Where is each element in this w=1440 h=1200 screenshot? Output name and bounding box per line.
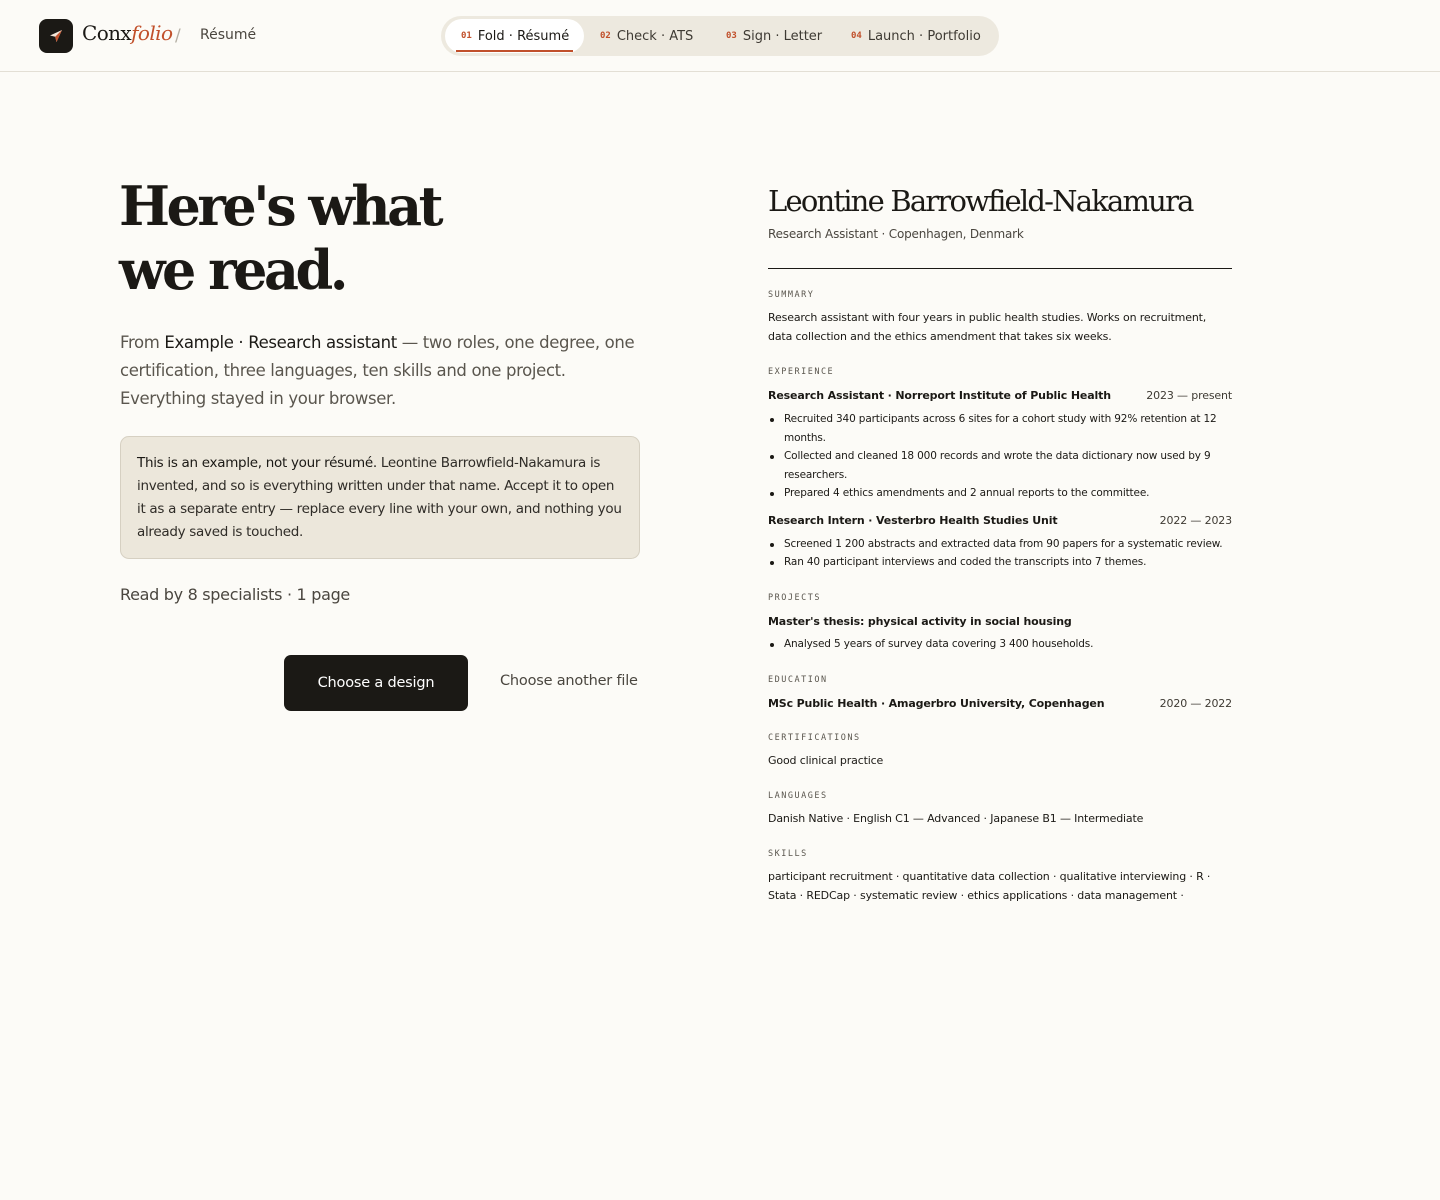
breadcrumb-separator: / xyxy=(175,26,181,46)
list-item: Recruited 340 participants across 6 sites for a cohort study with 92% retention at 12 months. xyxy=(768,410,1232,447)
section-label: SUMMARY xyxy=(768,290,815,300)
experience-section xyxy=(768,367,1232,572)
intro-source-name: Example · Research assistant xyxy=(164,333,397,352)
certifications-section xyxy=(768,733,1232,770)
step-label: Sign · Letter xyxy=(742,28,823,44)
list-item: Prepared 4 ethics amendments and 2 annual reports to the committee. xyxy=(768,484,1232,503)
step-number: 01 xyxy=(461,31,472,41)
logo-wordmark-main: Conx xyxy=(82,21,132,45)
languages-text: Danish Native · English C1 — Advanced · Japanese B1 — Intermediate xyxy=(768,812,1144,825)
projects-section xyxy=(768,593,1232,654)
skills-section xyxy=(768,849,1232,905)
breadcrumb-current: Résumé xyxy=(200,27,257,43)
section-label: SKILLS xyxy=(768,849,808,859)
step-tab-sign-letter[interactable] xyxy=(713,19,831,53)
logo-paper-plane-icon[interactable] xyxy=(39,19,73,53)
step-switcher xyxy=(441,16,999,56)
resume-name: Leontine Barrowfield-Nakamura xyxy=(768,184,1193,218)
project-title: Master's thesis: physical activity in social housing xyxy=(768,615,1072,628)
resume-subtitle: Research Assistant · Copenhagen, Denmark xyxy=(768,227,1024,241)
choose-another-file-link[interactable]: Choose another file xyxy=(500,673,638,689)
experience-role xyxy=(768,511,1232,530)
list-item: Collected and cleaned 18 000 records and wrote the data dictionary now used by 9 researchers. xyxy=(768,447,1232,484)
role-bullets xyxy=(768,410,1232,503)
notice-body: Leontine Barrowfield-Nakamura is invented, and so is everything written under that name. Accept it to open it as a separate entry — replace every line with your own, and nothing you already saved is touched. xyxy=(137,455,622,540)
role-bullets xyxy=(768,535,1232,572)
active-step-underline xyxy=(456,50,573,52)
section-label: LANGUAGES xyxy=(768,791,828,801)
list-item: Screened 1 200 abstracts and extracted data from 90 papers for a systematic review. xyxy=(768,535,1232,554)
summary-section xyxy=(768,290,1232,346)
education-entry xyxy=(768,694,1232,713)
step-label: Check · ATS xyxy=(616,28,694,44)
step-number: 04 xyxy=(851,31,862,41)
page-title-line-2: we read. xyxy=(119,238,345,302)
summary-text: Research assistant with four years in public health studies. Works on recruitment, data collection and the ethics amendment that takes six weeks. xyxy=(768,311,1207,343)
notice-lead: This is an example, not your résumé. xyxy=(137,455,377,471)
step-number: 03 xyxy=(726,31,737,41)
education-section xyxy=(768,675,1232,713)
section-label: EDUCATION xyxy=(768,675,828,685)
languages-section xyxy=(768,791,1232,828)
step-tab-check-ats[interactable] xyxy=(587,19,707,53)
section-label: PROJECTS xyxy=(768,593,821,603)
list-item: Ran 40 participant interviews and coded the transcripts into 7 themes. xyxy=(768,553,1232,572)
logo-wordmark[interactable] xyxy=(82,21,172,45)
page-title xyxy=(119,174,539,302)
step-label: Fold · Résumé xyxy=(477,28,570,44)
read-meta: Read by 8 specialists · 1 page xyxy=(120,585,350,604)
step-number: 02 xyxy=(600,31,611,41)
education-title: MSc Public Health · Amagerbro University, Copenhagen xyxy=(768,697,1105,710)
list-item: Analysed 5 years of survey data covering 3 400 households. xyxy=(768,635,1232,654)
section-label: EXPERIENCE xyxy=(768,367,835,377)
role-title: Research Assistant · Norreport Institute of Public Health xyxy=(768,389,1111,402)
intro-suffix: — two roles, one degree, one certification, three languages, ten skills and one project. Everything stayed in your browser. xyxy=(120,333,635,408)
example-notice xyxy=(120,436,640,559)
step-tab-fold-resume[interactable] xyxy=(445,19,584,53)
project-bullets xyxy=(768,635,1232,654)
resume-preview xyxy=(768,180,1232,902)
intro-paragraph xyxy=(120,329,640,413)
logo-wordmark-accent: folio xyxy=(131,21,173,45)
skills-text: participant recruitment · quantitative data collection · qualitative interviewing · R · Stata · REDCap · systematic review · ethics applications · data management · xyxy=(768,870,1211,902)
experience-role xyxy=(768,386,1232,405)
certification-text: Good clinical practice xyxy=(768,754,884,767)
intro-prefix: From xyxy=(120,333,165,352)
role-dates: 2023 — present xyxy=(1146,389,1232,402)
step-label: Launch · Portfolio xyxy=(867,28,981,44)
education-dates: 2020 — 2022 xyxy=(1159,697,1232,710)
top-bar xyxy=(0,0,1440,72)
role-title: Research Intern · Vesterbro Health Studies Unit xyxy=(768,513,1058,527)
page-title-line-1: Here's what xyxy=(119,174,441,238)
resume-divider xyxy=(768,268,1232,269)
choose-design-button[interactable]: Choose a design xyxy=(284,655,468,711)
step-tab-launch-portfolio[interactable] xyxy=(838,19,994,53)
section-label: CERTIFICATIONS xyxy=(768,733,861,743)
role-dates: 2022 — 2023 xyxy=(1159,513,1232,527)
project-entry xyxy=(768,612,1232,631)
